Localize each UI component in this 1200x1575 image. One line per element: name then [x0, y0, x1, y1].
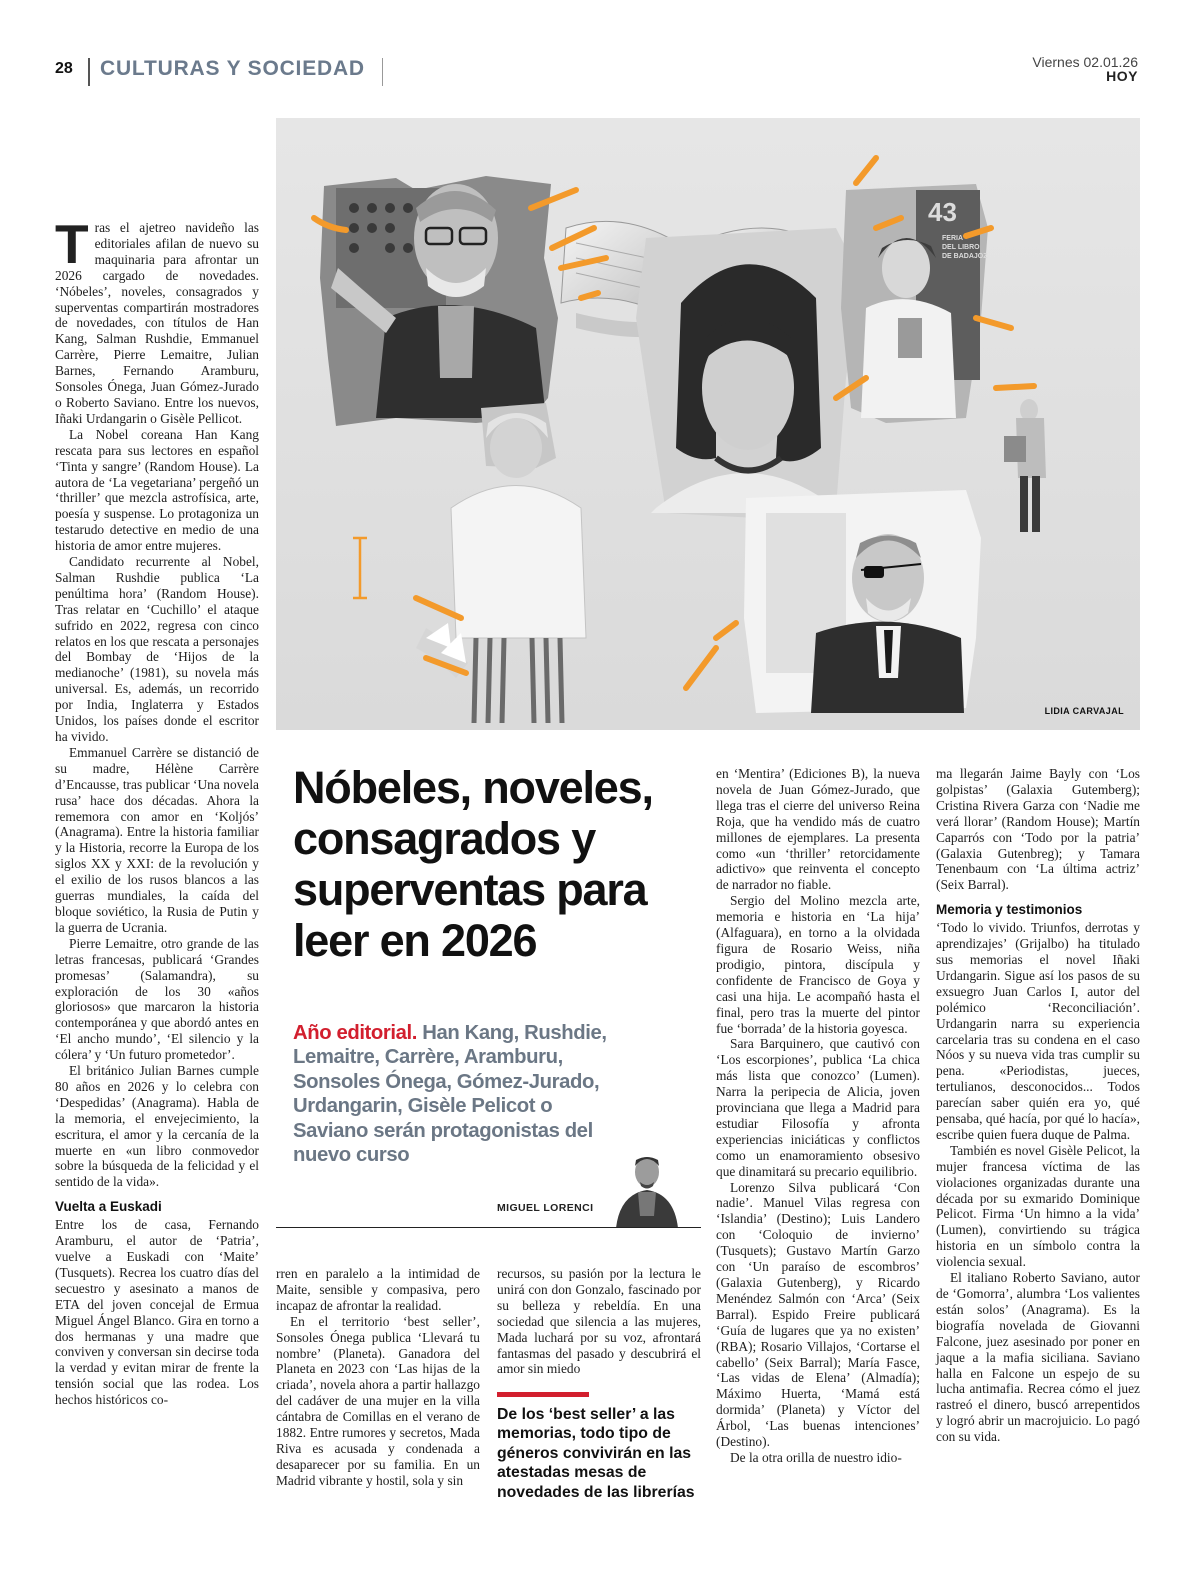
author-photo-woman-poster	[841, 184, 988, 423]
subtitle	[293, 1021, 613, 1167]
paragraph: El británico Julian Barnes cumple 80 años en 2026 y lo celebra con ‘Despedidas’ (Anagrama). Habla de la memoria, el envejecimiento, la escritura, el amor y la cercanía de la muerte en «un libro conmovedor sobre la búsqueda de la felicidad y el sentido de la vida».	[55, 1063, 259, 1190]
column-4	[716, 766, 920, 1466]
poster-number: 43	[928, 197, 957, 227]
paragraph: Pierre Lemaitre, otro grande de las letras francesas, publicará ‘Grandes promesas’ (Salamandra), su exploración de los 30 «años gloriosos» que marcaron la historia contemporánea y que abordó antes en ‘El ancho mundo’, ‘El silencio y la cólera’ y ‘Un futuro prometedor’.	[55, 935, 259, 1063]
author-photo-man-eyepatch	[744, 490, 981, 713]
subtitle-text: Han Kang, Rushdie, Lemaitre, Carrère, Aramburu, Sonsoles Ónega, Gómez-Jurado, Urdangarin, Gisèle Pelicot o Saviano serán protagonistas del nuevo curso	[293, 1022, 607, 1167]
author-photo-woman-center	[636, 228, 861, 518]
paragraph: La Nobel coreana Han Kang rescata para sus lectores en español ‘Tinta y sangre’ (Random House). La autora de ‘La vegetariana’ pergeñó un ‘thriller’ que mezcla astrofísica, arte, poesía y suspense. Lo protagoniza un testarudo detective en medio de una historia de amor entre mujeres.	[55, 426, 259, 554]
header-divider-left	[88, 58, 90, 86]
paragraph: De la otra orilla de nuestro idio-	[730, 1449, 902, 1465]
byline-rule	[276, 1227, 701, 1228]
collage-illustration	[276, 118, 1140, 730]
poster-line-3: DE BADAJOZ	[942, 253, 988, 260]
paragraph: Lorenzo Silva publicará ‘Con nadie’. Manuel Vilas regresa con ‘Islandia’ (Destino); Luis Landero con ‘Coloquio de invierno’ (Tusquets); Gustavo Martín Garzo con ‘Un paraíso de escombros’ (Galaxia Gutenberg), y Ricardo Menéndez Salmón con ‘Arca’ (Seix Barral). Espido Freire publicará ‘Guía de lugares que ya no existen’ (RBA); Rosario Villajos, ‘Cortarse el cabello’ (Seix Barral); María Fasce, ‘Las vidas de Elena’ (Almadía); Máximo Huerta, ‘Mamá está dormida’ (Planeta) y Víctor del Árbol, ‘Las buenas intenciones’ (Destino).	[716, 1179, 920, 1450]
author-photo	[608, 1150, 686, 1228]
dropcap: T	[55, 213, 89, 275]
collage-photo	[276, 118, 1140, 730]
header-divider-right	[382, 58, 383, 86]
paragraph: rren en paralelo a la intimidad de Maite, sensible y compasiva, pero incapaz de afrontar la realidad.	[276, 1266, 480, 1313]
section-title: CULTURAS Y SOCIEDAD	[100, 57, 365, 80]
author-photo-man-glasses	[320, 176, 558, 426]
paragraph: En el territorio ‘best seller’, Sonsoles Ónega publica ‘Llevará tu nombre’ (Planeta). Ganadora del Planeta en 2023 con ‘Las hijas de la criada’, novela ahora a partir hallazgo del cadáver de una mujer en la villa cántabra de Comillas en el verano de 1882. Entre rumores y secretos, Mada Riva es acusada y condenada a desaparecer por su familia. En un Madrid vibrante y hostil, sola y sin	[276, 1313, 480, 1488]
pull-quote: De los ‘best seller’ a las memorias, todo tipo de géneros convivirán en las atestadas mesas de novedades de las librerías	[497, 1406, 695, 1501]
paragraph: Sara Barquinero, que cautivó con ‘Los escorpiones’, publica ‘La chica más lista que conozco’ (Lumen). Narra la peripecia de Alicia, joven provinciana que llega a Madrid para estudiar Filosofía y afronta experiencias iniciáticas y conflictos como un enamoramiento obsesivo que dinamitará su precario equilibrio.	[716, 1036, 920, 1179]
paragraph: Candidato recurrente al Nobel, Salman Rushdie publica ‘La penúltima hora’ (Random House). Tras relatar en ‘Cuchillo’ el ataque sufrido en 2022, regresa con cinco relatos en los que rescata a personajes del Bombay de ‘Hijos de la medianoche’ (1981), su novela más universal. Es, además, un recorrido por India, Inglaterra y Estados Unidos, los países donde el escritor ha vivido.	[55, 554, 259, 744]
author-byline: MIGUEL LORENCI	[497, 1202, 594, 1214]
column-3	[497, 1266, 701, 1377]
publication-name: HOY	[1106, 68, 1138, 84]
column-2	[276, 1266, 480, 1489]
paragraph: en ‘Mentira’ (Ediciones B), la nueva novela de Juan Gómez-Jurado, que llega tras el cierre del universo Reina Roja, que ha vendido más de cuatro millones de ejemplares. La presenta como «un ‘thriller’ retorcidamente adictivo» que reinventa el concepto de narrador no fiable.	[716, 766, 920, 893]
issue-date: Viernes 02.01.26	[1032, 54, 1138, 70]
poster-line-2: DEL LIBRO	[942, 244, 980, 251]
paragraph: También es novel Gisèle Pelicot, la mujer francesa víctima de las violaciones organizadas durante una década por su exmarido Dominique Pelicot. Firma ‘Un himno a la vida’ (Lumen), convirtiendo su trágica historia en un símbolo contra la violencia sexual.	[936, 1142, 1140, 1270]
photo-credit: LIDIA CARVAJAL	[1044, 706, 1124, 716]
paragraph: El italiano Roberto Saviano, autor de ‘Gomorra’, alumbra ‘Los valientes están solos’ (Anagrama). Es la biografía novelada de Giovanni Falcone, juez asesinado por poner en jaque a la mafia siciliana. Saviano halla en Falcone un espejo de su lucha antimafia. Recrea cómo el juez rastreó el dinero, buscó arrepentidos y logró abrir un macrojuicio. Lo pagó con su vida.	[936, 1270, 1140, 1445]
kicker: Año editorial.	[293, 1022, 417, 1044]
page-number: 28	[55, 60, 73, 77]
pull-quote-bar	[497, 1392, 589, 1397]
column-5	[936, 766, 1140, 1445]
paragraph: recursos, su pasión por la lectura le unirá con don Gonzalo, fascinado por su belleza y rebeldía. En una sociedad que silencia a las mujeres, Mada luchará por su voz, afrontará fantasmas del pasado y descubrirá el amor sin miedo	[497, 1266, 701, 1377]
paragraph: Entre los de casa, Fernando Aramburu, el autor de ‘Patria’, vuelve a Euskadi con ‘Maite’ (Tusquets). Recrea los cuatro días del secuestro y asesinato a manos de ETA del joven concejal de Ermua Miguel Ángel Blanco. Gira en torno a dos hermanas y una madre que conviven y conversan sin decirse toda la verdad y evitan mirar de frente la tensión social que las rodea. Los hechos históricos co-	[55, 1217, 259, 1408]
headline: Nóbeles, noveles, consagrados y superventas para leer en 2026	[293, 762, 653, 966]
lead-paragraph: Tras el ajetreo navideño las editoriales afilan de nuevo su maquinaria para afrontar un 2026 cargado de novedades. ‘Nóbeles’, noveles, consagrados y superventas compartirán mostradores de novedades, con títulos de Han Kang, Salman Rushdie, Emmanuel Carrère, Pierre Lemaitre, Julian Barnes, Fernando Aramburu, Sonsoles Ónega, Juan Gómez-Jurado o Roberto Saviano. Entre los nuevos, Iñaki Urdangarin o Gisèle Pellicot.	[55, 213, 259, 426]
poster-line-1: FERIA	[942, 235, 963, 242]
subheading: Memoria y testimonios	[936, 902, 1083, 918]
paragraph: Sergio del Molino mezcla arte, memoria e historia en ‘La hija’ (Alfaguara), en torno a la olvidada figura de Rosario Weiss, niña prodigio, pintora, discípula y confidente de Francisco de Goya y casi una hija. Le acompañó hasta el final, pero tras la muerte del pintor fue ‘borrada’ de la historia goyesca.	[716, 893, 920, 1036]
paragraph: ma llegarán Jaime Bayly con ‘Los golpistas’ (Galaxia Gutemberg); Cristina Rivera Garza con ‘Nadie me verá llorar’ (Random House); Martín Caparrós con ‘Todo por la patria’ (Galaxia Gutenbreg); y Tamara Tenenbaum con ‘La última actriz’ (Seix Barral).	[936, 766, 1140, 893]
paragraph: Emmanuel Carrère se distanció de su madre, Hélène Carrère d’Encausse, tras publicar ‘Una novela rusa’ hace dos décadas. Ahora la rememora con amor en ‘Koljós’ (Anagrama). Entre la historia familiar y la Historia, recorre la Europa de los siglos XX y XXI: de la revolución y el exilio de los rusos blancos a las guerras mundiales, la caída del bloque soviético, la Rusia de Putin y la guerra de Ucrania.	[55, 744, 259, 935]
subheading: Vuelta a Euskadi	[55, 1199, 162, 1215]
paragraph: ‘Todo lo vivido. Triunfos, derrotas y aprendizajes’ (Grijalbo) ha titulado sus memorias el novel Iñaki Urdangarin. Sigue así los pasos de su exsuegro Juan Carlos I, autor del polémico ‘Reconciliación’. Urdangarin narra su experiencia carcelaria tras su condena en el caso Nóos y su nueva vida tras cumplir su pena. «Periodistas, jueces, tertulianos, desconocidos... Todos parecían saber quién era yo, qué pensaba, qué hacía, por qué lo hacía», escribe quien fuera duque de Palma.	[936, 920, 1140, 1142]
column-1	[55, 213, 259, 1408]
